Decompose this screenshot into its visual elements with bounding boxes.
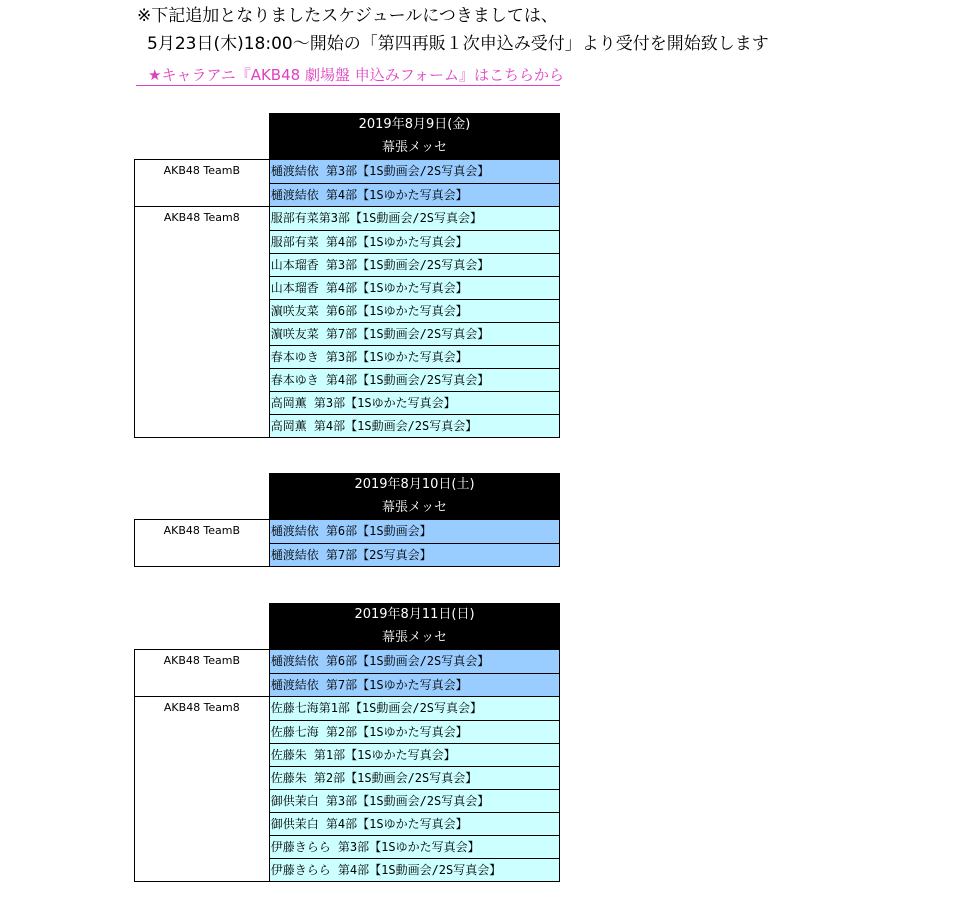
session-row[interactable]: 服部有菜 第4部【1Sゆかた写真会】 xyxy=(270,230,560,253)
schedule-table xyxy=(134,603,560,882)
team-label: AKB48 TeamB xyxy=(135,520,270,566)
session-row[interactable]: 濵咲友菜 第6部【1Sゆかた写真会】 xyxy=(270,299,560,322)
notice-line-1: ※下記追加となりましたスケジュールにつきましては、 xyxy=(137,6,558,26)
schedule-date: 2019年8月11日(日) xyxy=(354,607,475,622)
session-row[interactable]: 御供茉白 第3部【1S動画会/2S写真会】 xyxy=(270,789,560,812)
session-row[interactable]: 樋渡結依 第4部【1Sゆかた写真会】 xyxy=(270,183,560,206)
team-group xyxy=(134,519,560,567)
session-row[interactable]: 伊藤きらら 第3部【1Sゆかた写真会】 xyxy=(270,835,560,858)
team-group xyxy=(134,697,560,882)
schedule-table xyxy=(134,113,560,438)
session-row[interactable]: 高岡薫 第3部【1Sゆかた写真会】 xyxy=(270,391,560,414)
team-group xyxy=(134,159,560,207)
session-row[interactable]: 佐藤朱 第1部【1Sゆかた写真会】 xyxy=(270,743,560,766)
schedule-venue: 幕張メッセ xyxy=(381,500,447,515)
session-row[interactable]: 山本瑠香 第3部【1S動画会/2S写真会】 xyxy=(270,253,560,276)
session-row[interactable]: 春本ゆき 第3部【1Sゆかた写真会】 xyxy=(270,345,560,368)
session-row[interactable]: 佐藤七海 第2部【1Sゆかた写真会】 xyxy=(270,720,560,743)
session-row[interactable]: 樋渡結依 第7部【1Sゆかた写真会】 xyxy=(270,673,560,696)
schedule-header xyxy=(269,603,560,649)
session-row[interactable]: 樋渡結依 第6部【1S動画会/2S写真会】 xyxy=(270,650,560,673)
session-row[interactable]: 佐藤七海第1部【1S動画会/2S写真会】 xyxy=(270,697,560,720)
session-row[interactable]: 樋渡結依 第3部【1S動画会/2S写真会】 xyxy=(270,160,560,183)
session-row[interactable]: 樋渡結依 第6部【1S動画会】 xyxy=(270,520,560,543)
team-label: AKB48 Team8 xyxy=(135,697,270,881)
schedule-table xyxy=(134,473,560,567)
team-group xyxy=(134,649,560,697)
schedule-date: 2019年8月9日(金) xyxy=(358,117,471,132)
session-row[interactable]: 高岡薫 第4部【1S動画会/2S写真会】 xyxy=(270,414,560,437)
session-row[interactable]: 春本ゆき 第4部【1S動画会/2S写真会】 xyxy=(270,368,560,391)
schedule-venue: 幕張メッセ xyxy=(381,140,447,155)
team-label: AKB48 Team8 xyxy=(135,207,270,437)
session-row[interactable]: 山本瑠香 第4部【1Sゆかた写真会】 xyxy=(270,276,560,299)
session-row[interactable]: 樋渡結依 第7部【2S写真会】 xyxy=(270,543,560,566)
schedule-date: 2019年8月10日(土) xyxy=(354,477,475,492)
session-row[interactable]: 濵咲友菜 第7部【1S動画会/2S写真会】 xyxy=(270,322,560,345)
schedule-header xyxy=(269,473,560,519)
schedule-header xyxy=(269,113,560,159)
team-label: AKB48 TeamB xyxy=(135,650,270,696)
schedule-venue: 幕張メッセ xyxy=(381,630,447,645)
team-group xyxy=(134,207,560,438)
team-label: AKB48 TeamB xyxy=(135,160,270,206)
notice-line-2: 5月23日(木)18:00～開始の「第四再販１次申込み受付」より受付を開始致します xyxy=(147,34,769,54)
session-row[interactable]: 服部有菜第3部【1S動画会/2S写真会】 xyxy=(270,207,560,230)
session-row[interactable]: 御供茉白 第4部【1Sゆかた写真会】 xyxy=(270,812,560,835)
session-row[interactable]: 伊藤きらら 第4部【1S動画会/2S写真会】 xyxy=(270,858,560,881)
application-form-link[interactable]: ★キャラアニ『AKB48 劇場盤 申込みフォーム』はこちらから xyxy=(136,66,560,86)
session-row[interactable]: 佐藤朱 第2部【1S動画会/2S写真会】 xyxy=(270,766,560,789)
